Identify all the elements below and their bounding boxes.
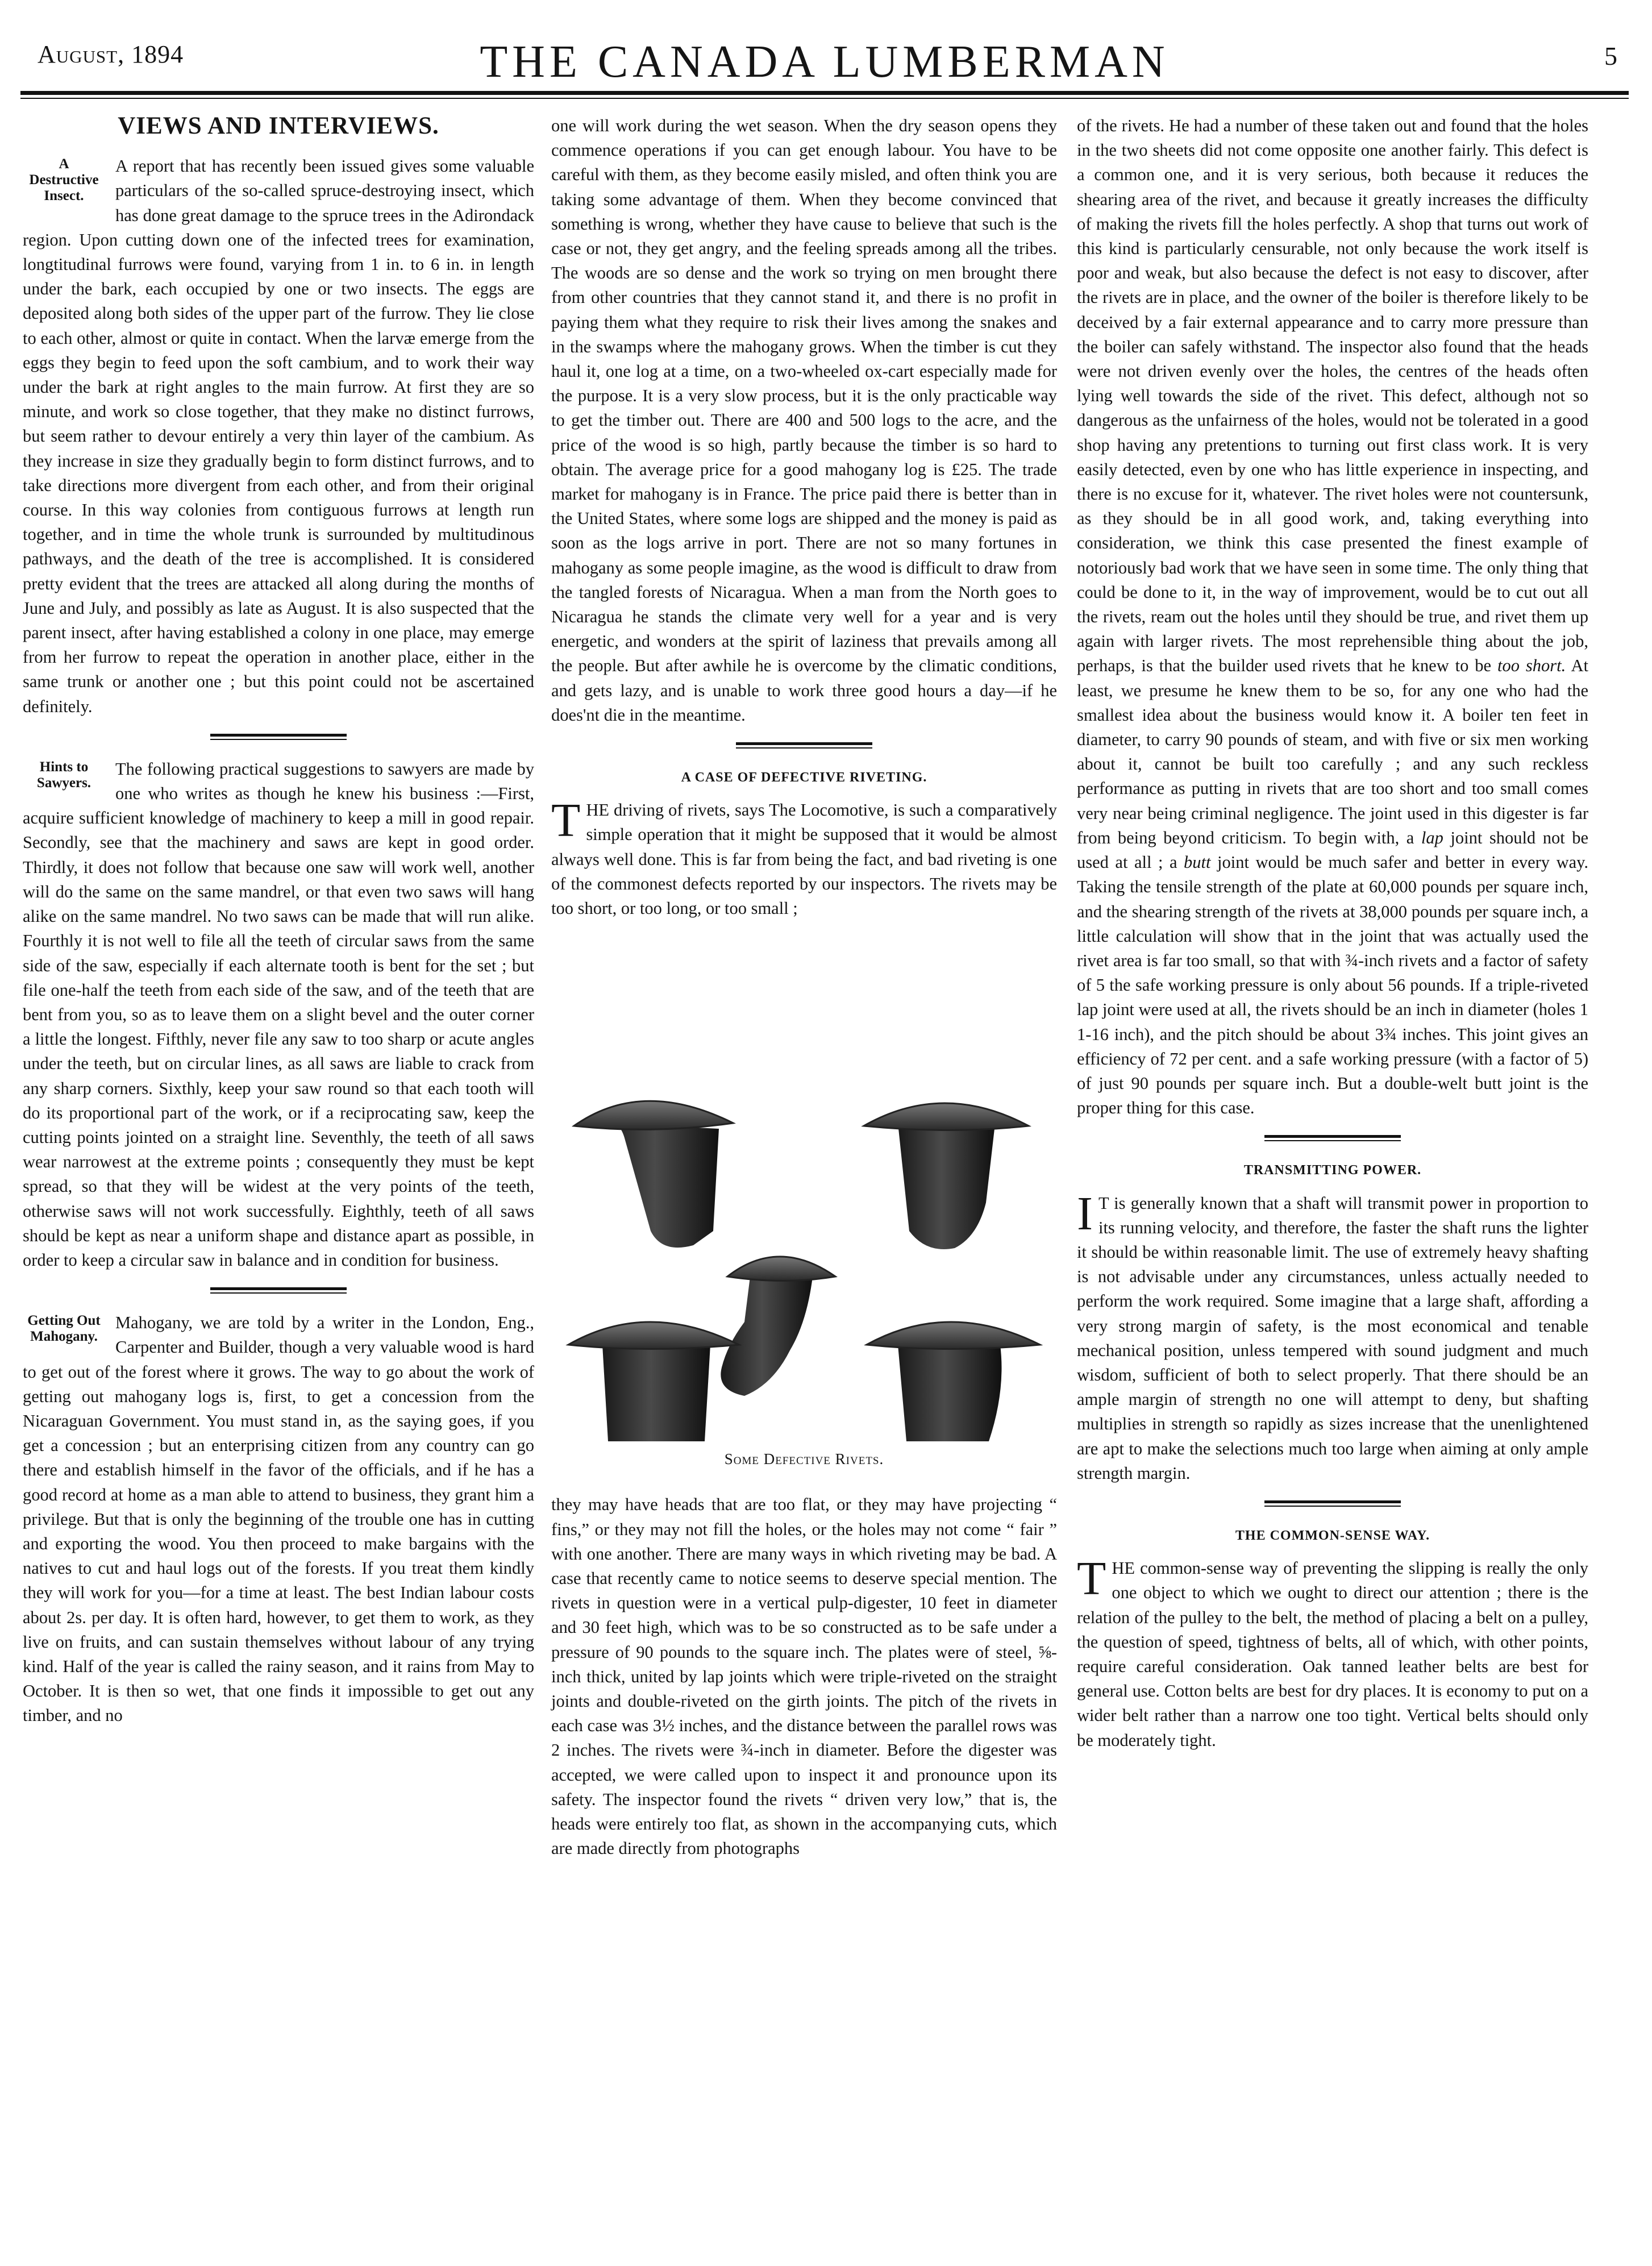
article-hints-to-sawyers [23,757,534,1273]
rivet-4 [568,1322,739,1441]
column-1 [23,114,534,1732]
divider [1264,1135,1401,1141]
riveting-body: they may have heads that are too flat, or they may have projecting “ fins,” or they may not fill the holes, or the holes may not come “ fair ” with one another. There are many ways in which riveting may be bad. A case that recently came to notice seems to deserve special mention. The rivets in question were in a vertical pulp-digester, 10 feet in diameter and 30 feet high, which was to be so constructed as to be safe under a pressure of 90 pounds to the square inch. The plates were of steel, ⅝-inch thick, united by lap joints which were triple-riveted on the straight joints and double-riveted on the girth joints. The pitch of the rivets in each case was 3½ inches, and the distance between the parallel rows was 2 inches. The rivets were ¾-inch in diameter. Before the digester was accepted, we were called upon to inspect it and pronounce upon its safety. The inspector found the rivets “ driven very low,” that is, the heads were entirely too flat, as shown in the accompanying cuts, which are made directly from photographs [551,1495,1057,1858]
column-3 [1077,114,1588,1756]
side-heading: Getting Out Mahogany. [27,1313,101,1345]
article-body: A report that has recently been issued gives some valuable particulars of the so-called spruce-destroying insect, which has done great damage to the spruce trees in the Adirondack region. Upon cutting down one of the infected trees for examination, longtitudinal furrows were found, varying from 1 in. to 6 in. in length under the bark, each occupied by one or two insects. The eggs are deposited along both sides of the upper part of the furrow. They lie close to each other, almost or quite in contact. When the larvæ emerge from the eggs they begin to feed upon the soft cambium, and to work their way under the bark at right angles to the main furrow. At first they are so minute, and work so close together, that they make no distinct furrows, but seem rather to devour entirely a very thin layer of the cambium. As they increase in size they gradually begin to form distinct furrows, and to take directions more divergent from each other, and from their original course. In this way colonies from contiguous furrows at length run together, and in time the whole trunk is surrounded by multitudinous pathways, and the death of the tree is accomplished. It is considered pretty evident that the trees are attacked all along during the months of June and July, and possibly as late as August. It is also suspected that the parent insect, after having established a colony in one place, may emerge from her furrow to repeat the operation in another place, either in the same trunk or another one ; but this point could not be ascertained definitely. [23,156,534,716]
masthead [20,28,1629,97]
defective-rivets-figure [557,935,1051,1487]
riveting-intro-text: HE driving of rivets, says The Locomotive, is such a comparatively simple operation that it might be supposed that it would be almost always well done. This is far from being the fact, and bad riveting is one of the commonest defects reported by our inspectors. The rivets may be too short, or too long, or too small ; [551,800,1057,918]
page-number: 5 [1604,41,1617,70]
divider [210,1287,347,1294]
figure-caption: Some Defective Rivets. [724,1450,884,1468]
rivet-2 [864,1103,1029,1249]
divider [736,742,872,749]
masthead-rule-thin [20,98,1629,99]
rivet-3 [721,1257,835,1396]
drop-cap: T [551,794,581,847]
riveting-intro [551,794,1057,921]
divider [1264,1500,1401,1507]
rivets-illustration [557,935,1051,1447]
riveting-emphasis-butt: butt [1184,853,1211,872]
divider [210,734,347,740]
riveting-emphasis-too-short: too short. [1497,656,1566,676]
rivet-1 [574,1101,733,1248]
issue-date: August, 1894 [38,40,184,68]
article-body: Mahogany, we are told by a writer in the London, Eng., Carpenter and Builder, though a very valuable wood is hard to get out of the forest where it grows. The way to go about the work of getting out mahogany logs is, first, to get a concession from the Nicaraguan Government. You must stand in, as the saying goes, if you get a concession ; but an enterprising citizen from any country can go there and establish himself in the favor of the officials, and if he has a good record at home as a man able to attend to business, they grant him a privilege. But that is only the beginning of the trouble one has in cutting and exporting the wood. You then proceed to make bargains with the natives to cut and haul logs out of the forests. If you treat them kindly they will work for you—for a time at least. The best Indian labour costs about 2s. per day. It is often hard, however, to get them to work, as they live on fruits, and can sustain themselves without labour of any trying kind. Half of the year is called the rainy season, and it rains from May to October. It is then so wet, that one finds it impossible to get out any timber, and no [23,1313,534,1726]
riveting-emphasis-lap: lap [1421,828,1443,847]
newspaper-title: THE CANADA LUMBERMAN [480,37,1170,87]
side-heading: Hints to Sawyers. [36,759,91,791]
side-heading: A Destructive Insect. [29,156,99,204]
rivet-5 [867,1322,1040,1441]
article-title-riveting: A CASE OF DEFECTIVE RIVETING. [681,770,927,785]
article-getting-out-mahogany [23,1311,534,1728]
transmitting-text: T is generally known that a shaft will transmit power in proportion to its running velocity, and therefore, the faster the shaft runs the lighter it should be within reasonable limit. The use of extremely heavy shafting is not advisable under any circumstances, unless actually needed to perform the work required. Some imagine that a large shaft, affording a very strong margin of safety, is the most economical and tenable mechanical position, unless tempered with sound judgment and much wisdom, sufficient of both to select properly. That there should be an ample margin of strength no one will attempt to deny, but shafting multiplies in strength so rapidly as sizes increase that the unenlightened are apt to make the selections much too large when aiming at only ample strength margin. [1077,1193,1588,1483]
riveting-text-d: joint would be much safer and better in every way. Taking the tensile strength of the plate at 60,000 pounds per square inch, and the shearing strength of the rivets at 38,000 pounds per square inch, a little calculation will show that in the joint that was actually used the rivet area is far too small, so that with ¾-inch rivets and a factor of safety of 5 the safe working pressure is only about 56 pounds. If a triple-riveted lap joint were used at all, the rivets should be an inch in diameter (holes 1 1-16 inch), and the pitch should be about 3¾ inches. This joint gives an efficiency of 72 per cent. and a safe working pressure (with a factor of 5) of just 90 pounds per square inch. But a double-welt butt joint is the proper thing for this case. [1077,853,1589,1118]
section-title: VIEWS AND INTERVIEWS. [118,113,439,139]
riveting-continuation [1077,114,1588,1120]
common-sense-body [1077,1552,1588,1753]
article-destructive-insect [23,154,534,719]
riveting-text-a: of the rivets. He had a number of these taken out and found that the holes in the two sheets did not come opposite one another fairly. This defect is a common one, and it is very serious, both because it reduces the shearing area of the rivet, and because it greatly increases the difficulty of making the rivets fill the holes perfectly. A shop that turns out work of this kind is particularly censurable, not only because the work itself is poor and weak, but also because the defect is not easy to discover, after the rivets are in place, and the owner of the boiler is therefore likely to be deceived by a fair external appearance and to carry more pressure than the boiler can safely withstand. The inspector also found that the heads were not driven evenly over the holes, the centres of the heads often lying well towards the side of the rivet. This defect, although not so dangerous as the unfairness of the holes, would not be tolerated in a good shop having any pretentions to turning out first class work. It is very easily detected, even by one who has little experience in inspecting, and there is no excuse for it, whatever. The rivet holes were not countersunk, as they should be in all good work, and, taking everything into consideration, we think this case presented the finest example of notoriously bad work that we have seen in some time. The only thing that could be done to it, in the way of improvement, would be to cut out all the rivets, ream out the holes until they should be true, and rivet them up again with larger rivets. The most reprehensible thing about the job, perhaps, is that the builder used rivets that he knew to be [1077,116,1588,676]
column-2 [551,114,1057,1864]
common-sense-text: HE common-sense way of preventing the slipping is really the only one object to which we ought to direct our attention ; there is the relation of the pulley to the belt, the method of placing a belt on a pulley, the question of speed, tightness of belts, all of which, with other points, require careful consideration. Oak tanned leather belts are best for general use. Cotton belts are best for dry places. It is economy to put on a wider belt rather than a narrow one too tight. Vertical belts should only be moderately tight. [1077,1558,1588,1750]
riveting-text-b: At least, we presume he knew them to be so, for any one who had the smallest idea about the business would know it. A boiler ten feet in diameter, to carry 90 pounds of steam, and with five or six men working about it, cannot be built too carefully ; and any such reckless performance as putting in rivets that are too short and too small comes very near being criminal negligence. The joint used in this digester is far from being beyond criticism. To begin with, a [1077,656,1588,847]
transmitting-body [1077,1187,1588,1486]
article-title-transmitting: TRANSMITTING POWER. [1243,1163,1422,1178]
masthead-rule [20,91,1629,95]
riveting-text-c: joint should not be used at all ; a [1077,828,1589,872]
drop-cap: I [1077,1187,1093,1240]
drop-cap: T [1077,1552,1106,1606]
article-title-common-sense: THE COMMON-SENSE WAY. [1235,1528,1430,1543]
mahogany-continuation: one will work during the wet season. When the dry season opens they commence operations if you can get enough labour. You have to be careful with them, as they become easily misled, and often think you are taking some advantage of them. When they become convinced that something is wrong, whether they have cause to believe that such is the case or not, they get angry, and the feeling spreads among all the tribes. The woods are so dense and the work so trying on men brought there from other countries that they cannot stand it, and there is no profit in paying them what they require to risk their lives among the snakes and in the swamps where the mahogany grows. When the timber is cut they haul it, one log at a time, on a two-wheeled ox-cart especially made for the purpose. It is a very slow process, but it is the only practicable way to get the timber out. There are 400 and 500 logs to the acre, and the price of the wood is so high, partly because the timber is so hard to obtain. The average price for a good mahogany log is £25. The trade market for mahogany is in France. The price paid there is better than in the United States, where some logs are shipped and the money is paid as soon as the logs arrive in port. There are not so many fortunes in mahogany as some people imagine, as the wood is difficult to draw from the tangled forests of Nicaragua. When a man from the North goes to Nicaragua he stands the climate very well for a year and is very energetic, and wonders at the spirit of laziness that prevails among all the people. But after awhile he is overcome by the climatic conditions, and gets lazy, and is unable to work three good hours a day—if he does'nt die in the meantime. [551,116,1057,725]
article-body: The following practical suggestions to sawyers are made by one who writes as though he knew his business :—First, acquire sufficient knowledge of machinery to keep a mill in good repair. Secondly, see that the machinery and saws are kept in good order. Thirdly, it does not follow that because one saw will work well, another will do the same on the same mandrel, or that even two saws will hang alike on the same mandrel. No two saws can be made that will run alike. Fourthly it is not well to file all the teeth of circular saws from the same side of the saw, especially if each alternate tooth is bent for the set ; but file one-half the teeth from each side of the saw, and of the teeth that are bent from you, so as to leave them on a slight bevel and the outer corner a little the longest. Fifthly, never file any saw to too sharp or acute angles under the teeth, but on circular lines, as all saws are liable to crack from any sharp corners. Sixthly, keep your saw round so that each tooth will do its proportional part of the work, or if a reciprocating saw, keep the cutting points jointed on a straight line. Seventhly, the teeth of all saws wear narrowest at the extreme points ; consequently they must be kept spread, so that they will be widest at the very points of the teeth, otherwise saws will not work successfully. Eighthly, teeth of all saws should be kept as near a uniform shape and distance apart as possible, in order to keep a circular saw in balance and in condition for business. [23,759,534,1270]
